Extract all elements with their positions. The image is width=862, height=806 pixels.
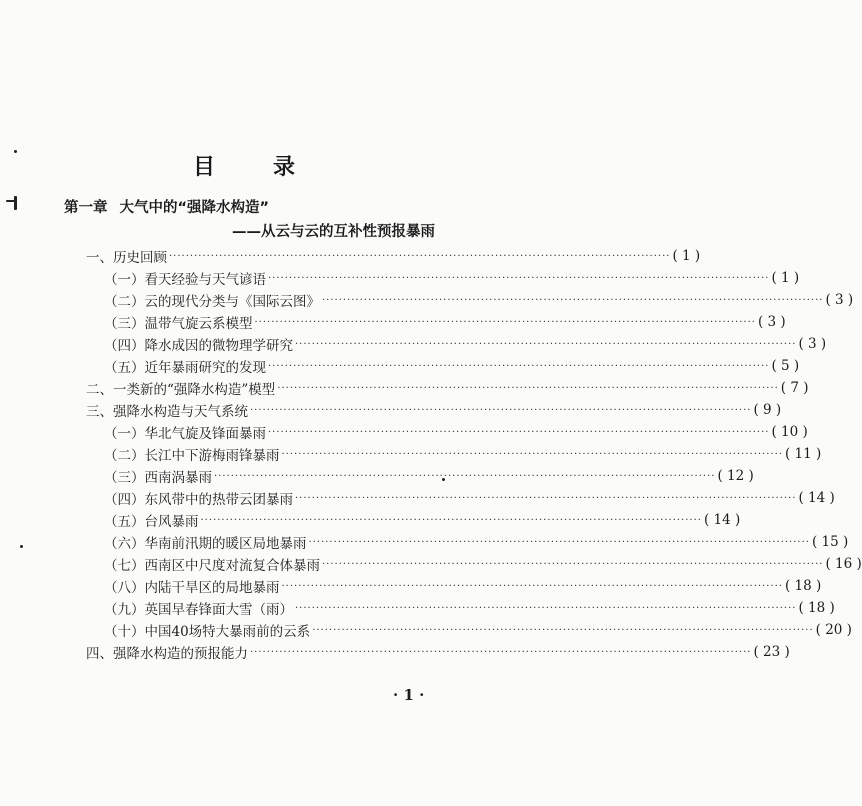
toc-entry[interactable]: [86, 399, 782, 421]
toc-leader-dots: ························································································································: [277, 382, 779, 394]
scan-speck: [20, 545, 23, 548]
toc-entry-label: （三）西南涡暴雨: [104, 470, 212, 486]
page-title: 目 录: [192, 155, 313, 180]
toc-entry-page: ( 3 ): [798, 336, 827, 352]
toc-entry-label: （五）近年暴雨研究的发现: [104, 360, 266, 376]
toc-leader-dots: ························································································································: [268, 272, 770, 284]
toc-entry-label: （十）中国40场特大暴雨前的云系: [104, 624, 311, 640]
toc-entry[interactable]: [104, 311, 786, 333]
toc-leader-dots: ························································································································: [281, 580, 783, 592]
toc-entry-page: ( 5 ): [771, 358, 800, 374]
toc-entry-page: ( 14 ): [703, 512, 741, 528]
toc-leader-dots: ························································································································: [281, 448, 783, 460]
toc-entry-page: ( 7 ): [780, 380, 809, 396]
toc-entry-label: （二）长江中下游梅雨锋暴雨: [104, 448, 280, 464]
chapter-number: 第一章: [64, 200, 108, 216]
toc-entry-page: ( 20 ): [815, 622, 852, 638]
toc-leader-dots: ························································································································: [250, 404, 752, 416]
toc-entry-page: ( 1 ): [771, 270, 800, 286]
toc-entry[interactable]: [104, 597, 835, 619]
toc-entry-page: ( 12 ): [717, 468, 754, 484]
toc-entry[interactable]: [104, 465, 754, 487]
toc-leader-dots: ························································································································: [214, 470, 716, 482]
toc-entry[interactable]: [86, 377, 809, 399]
toc-entry[interactable]: [86, 641, 790, 663]
toc-entry[interactable]: [104, 289, 854, 311]
toc-entry-page: ( 23 ): [753, 644, 790, 660]
toc-entry-label: （一）华北气旋及锋面暴雨: [104, 426, 266, 442]
toc-entry[interactable]: [104, 619, 852, 641]
toc-entry-page: ( 3 ): [825, 292, 854, 308]
toc-entry[interactable]: [104, 421, 808, 443]
toc-entry-page: ( 1 ): [672, 248, 701, 264]
toc-leader-dots: ························································································································: [295, 602, 797, 614]
toc-entry-page: ( 11 ): [784, 446, 822, 462]
toc-entry[interactable]: [104, 575, 822, 597]
toc-entry[interactable]: [86, 245, 701, 267]
chapter-heading: [64, 196, 269, 217]
scan-speck: [14, 196, 17, 210]
toc-entry[interactable]: [104, 355, 800, 377]
page-number: · 1 ·: [393, 686, 425, 704]
toc-leader-dots: ························································································································: [200, 514, 702, 526]
toc-leader-dots: ························································································································: [312, 624, 814, 636]
toc-leader-dots: ························································································································: [322, 558, 824, 570]
toc-entry-label: 二、一类新的“强降水构造”模型: [86, 382, 276, 398]
toc-entry-label: （三）温带气旋云系模型: [104, 316, 253, 332]
toc-leader-dots: ························································································································: [295, 338, 797, 350]
toc-entry-label: （九）英国早春锋面大雪（雨）: [104, 602, 293, 618]
toc-leader-dots: ························································································································: [254, 316, 756, 328]
toc-entry-page: ( 10 ): [771, 424, 808, 440]
toc-entry-page: ( 18 ): [784, 578, 822, 594]
toc-leader-dots: ························································································································: [268, 360, 770, 372]
toc-leader-dots: ························································································································: [322, 294, 824, 306]
toc-entry-label: 三、强降水构造与天气系统: [86, 404, 248, 420]
toc-entry[interactable]: [104, 333, 827, 355]
chapter-subtitle: ——从云与云的互补性预报暴雨: [232, 224, 435, 240]
toc-leader-dots: ························································································································: [250, 646, 752, 658]
toc-entry-page: ( 9 ): [753, 402, 782, 418]
toc-leader-dots: ························································································································: [268, 426, 770, 438]
scan-speck: [6, 200, 16, 202]
toc-entry-label: （七）西南区中尺度对流复合体暴雨: [104, 558, 320, 574]
toc-entry-label: 四、强降水构造的预报能力: [86, 646, 248, 662]
toc-entry-label: 一、历史回顾: [86, 250, 167, 266]
chapter-title: 大气中的“强降水构造”: [119, 200, 270, 216]
toc-entry-label: （四）降水成因的微物理学研究: [104, 338, 293, 354]
toc-entry[interactable]: [104, 487, 835, 509]
toc-entry-label: （八）内陆干旱区的局地暴雨: [104, 580, 280, 596]
toc-entry-label: （六）华南前汛期的暖区局地暴雨: [104, 536, 307, 552]
toc-entry-label: （二）云的现代分类与《国际云图》: [104, 294, 320, 310]
toc-entry-page: ( 14 ): [798, 490, 835, 506]
toc-entry-label: （一）看天经验与天气谚语: [104, 272, 266, 288]
toc-entry-page: ( 16 ): [825, 556, 862, 572]
toc-entry[interactable]: [104, 509, 741, 531]
toc-entry-page: ( 18 ): [798, 600, 835, 616]
toc-entry-page: ( 3 ): [757, 314, 786, 330]
toc-entry[interactable]: [104, 267, 800, 289]
toc-entry-label: （四）东风带中的热带云团暴雨: [104, 492, 293, 508]
toc-entry[interactable]: [104, 553, 862, 575]
toc-leader-dots: ························································································································: [295, 492, 797, 504]
toc-leader-dots: ························································································································: [169, 250, 671, 262]
toc-entry-label: （五）台风暴雨: [104, 514, 199, 530]
toc-entry[interactable]: [104, 531, 849, 553]
toc-entry[interactable]: [104, 443, 822, 465]
toc-entry-page: ( 15 ): [811, 534, 849, 550]
toc-leader-dots: ························································································································: [308, 536, 810, 548]
